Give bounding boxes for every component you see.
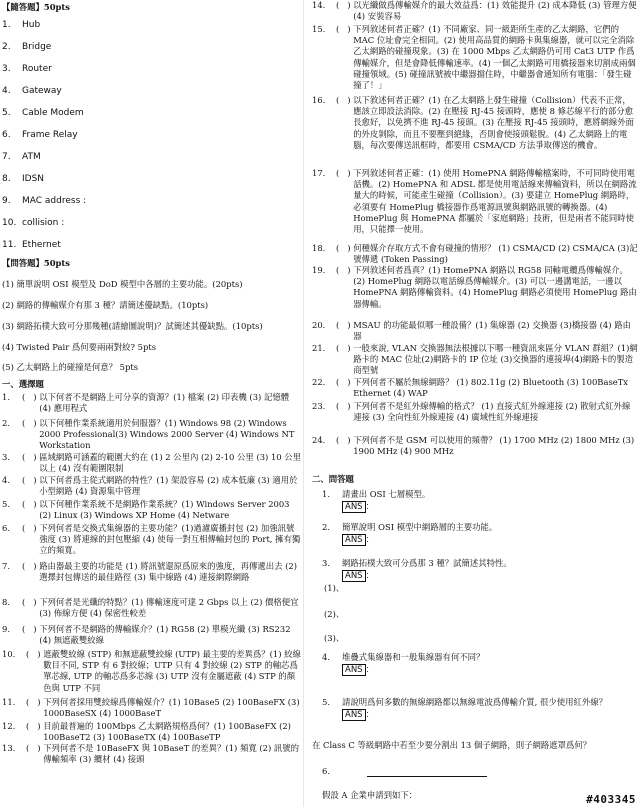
answer-blank[interactable]: ( )	[336, 95, 354, 105]
question-number: 24.	[312, 435, 326, 445]
term-item	[2, 196, 86, 207]
answer-blank[interactable]: ( )	[336, 243, 354, 253]
term-item	[2, 218, 64, 229]
answer-colon: ：	[365, 709, 374, 720]
open-question	[322, 522, 636, 546]
question-body	[342, 558, 636, 582]
term-number: 3.	[2, 64, 11, 74]
answer-blank[interactable]: ( )	[336, 0, 354, 10]
question-number: 8.	[2, 597, 10, 607]
term-item	[2, 108, 84, 119]
answer-blank[interactable]: ( )	[336, 343, 354, 353]
question-number: 9.	[2, 624, 10, 634]
question-number: 4.	[322, 652, 330, 662]
question-number: 1.	[2, 392, 10, 402]
term-item	[2, 42, 51, 53]
answer-blank[interactable]: ( )	[336, 168, 354, 178]
answer-blank[interactable]: ( )	[22, 452, 40, 462]
term-item	[2, 86, 62, 97]
mc-question	[312, 0, 638, 22]
answer-point: (2)、	[324, 609, 345, 619]
answer-point: (1)、	[324, 583, 345, 593]
term-item	[2, 64, 52, 75]
question-body	[342, 652, 636, 676]
question-text: 以下敘述何者正確？(1) 在乙太網路上發生碰撞（Collision）代表不正常，應該立即設法消除。(2) 在壓接 RJ-45 接頭時，應使 8 條芯線平行的部分愈長愈好，以免擠不進 RJ-45 接頭。(3) 在壓接 RJ-45 接頭時，應將網線外面的外皮剝除，而且不要壓到絕緣，否則會使接頭鬆脫。(4) 乙太網路上的電腦，每次要傳送訊框時，都要用 CSMA/CD 方法爭取傳送的機會。	[353, 95, 635, 150]
question-text: 目前最普遍的 100Mbps 乙太網路規格爲何？(1) 100BaseFX (2) 100BaseT2 (3) 100BaseTX (4) 100BaseTP	[43, 721, 291, 743]
q6-intro: 在 Class C 等級網路中若至少要分割出 13 個子網路，則子網路遮罩爲何？	[312, 740, 592, 750]
essay-question: (5) 乙太網路上的碰撞是何意？ 5pts	[2, 362, 139, 372]
question-text: 以下何者不是網路上可分享的資源？(1) 檔案 (2) 印表機 (3) 記憶體 (4) 應用程式	[39, 392, 290, 414]
question-number: 3.	[322, 558, 330, 568]
answer-blank[interactable]: ( )	[22, 597, 40, 607]
term-text: MAC address :	[22, 196, 87, 206]
mc-question	[2, 523, 302, 557]
answer-colon: ：	[365, 501, 374, 512]
question-number: 22.	[312, 377, 326, 387]
question-text: 下列敘述何者正確：(1) 使用 HomePNA 網路傳輸檔案時，不可同時使用電話機。(2) HomePNA 和 ADSL 都是使用電話線來傳輸資料，所以在網路流量大的時候，可能產生碰撞（Collision）。(3) 要建立 HomePlug 網路時，必須要有 HomePlug 橋接器作爲電源訊號與網路訊號的轉換器。(4) HomePlug 與 HomePNA 都屬於「家庭網路」技術，但是兩者不能同時使用，只能擇一使用。	[353, 168, 637, 235]
answer-colon: ：	[365, 664, 374, 675]
mc-question	[2, 624, 302, 646]
question-number: 7.	[2, 561, 10, 571]
mc-question	[312, 320, 638, 342]
question-text: 下列敘述何者爲真？(1) HomePNA 網路以 RG58 同軸電纜爲傳輸媒介。(2) HomePlug 網路以電話線爲傳輸媒介。(3) 可以一邊講電話，一邊以 HomePNA 網路傳輸資料。(4) HomePlug 網路必須使用 HomePlug 路由器傳輸。	[353, 265, 637, 309]
answer-blank[interactable]: ( )	[22, 418, 40, 428]
term-item	[2, 152, 41, 163]
mc-question	[312, 24, 638, 91]
term-item	[2, 20, 40, 31]
term-text: Ethernet	[22, 240, 61, 250]
mc-question	[312, 435, 638, 457]
answer-label: ANS	[342, 501, 366, 513]
question-text: 下列何者不是 GSM 可以使用的頻帶？ (1) 1700 MHz (2) 1800 MHz (3) 1900 MHz (4) 900 MHz	[353, 435, 635, 457]
question-text: 一般來說, VLAN 交換器無法根據以下哪一種資訊來區分 VLAN 群組？(1)網路卡的 MAC 位址(2)網路卡的 IP 位址 (3)交換器的連接埠(4)網路卡的製造商型號	[353, 343, 638, 376]
term-number: 4.	[2, 86, 11, 96]
term-item	[2, 130, 78, 141]
mc-question	[312, 95, 638, 151]
question-text: 以下何種作業系統適用於伺服器？(1) Windows 98 (2) Windows 2000 Professional(3) Windows 2000 Server (4) Windows NT Workstation	[39, 418, 295, 451]
essay-question: (1) 簡單說明 OSI 模型及 DoD 模型中各層的主要功能。(20pts)	[2, 279, 243, 289]
question-text: 下列敘述何者正確？(1) 不同廠家、同一級距所生產的乙太網路，它們的 MAC 位址會完全相同。(2) 使用高品質的網路卡與集線器，就可以完全消除乙太網路的碰撞現象。(3) 在 1000 Mbps 乙太網路仍可用 Cat3 UTP 作爲傳輸媒介，但是會降低傳輸速率。(4) 一個乙太網路可用橋接器來切割成兩個碰撞領域。(5) 碰撞訊號被中繼器擋住時，中繼器會通知所有電腦：「發生碰撞了！」	[353, 24, 636, 91]
answer-blank[interactable]: ( )	[22, 475, 40, 485]
last-line: 假設 A 企業申請到如下：	[322, 790, 418, 800]
question-number: 15.	[312, 24, 326, 34]
mc-question	[2, 597, 302, 619]
document-id-stamp: #403345	[586, 792, 636, 806]
essay-question: (4) Twisted Pair 爲何要兩兩對絞? 5pts	[2, 342, 157, 352]
term-text: Gateway	[22, 86, 62, 96]
term-number: 9.	[2, 196, 11, 206]
mc-question	[312, 168, 638, 235]
term-number: 10.	[2, 218, 17, 228]
question-number: 21.	[312, 343, 326, 353]
answer-label: ANS	[342, 664, 366, 676]
mc-question	[312, 265, 638, 310]
term-text: Frame Relay	[22, 130, 78, 140]
question-number: 18.	[312, 243, 326, 253]
question-text: 網路拓樸大致可分爲那 3 種？試簡述其特性。	[342, 558, 512, 568]
question-text: 下列何者是交換式集線器的主要功能？(1)過濾廣播封包 (2) 加強訊號強度 (3) 將連線的封包壓縮 (4) 使每一對互相傳輸封包的 Port, 擁有獨立的頻寬。	[39, 523, 301, 556]
answer-blank[interactable]: ( )	[336, 320, 354, 330]
mc-question	[312, 401, 638, 423]
question-text: 路由器最主要的功能是 (1) 將訊號還原爲原來的強度，再傳遞出去 (2) 選擇封包傳送的最佳路徑 (3) 集中線路 (4) 連接網際網路	[39, 561, 298, 583]
right-column	[312, 0, 638, 807]
section-b-title: 【問答題】50pts	[2, 258, 70, 268]
essay-question: (2) 網路的傳輸媒介有那 3 種？請簡述優缺點。(10pts)	[2, 300, 209, 310]
question-text: MSAU 的功能最似哪一種設備？(1) 集線器 (2) 交換器 (3)橋接器 (4) 路由器	[353, 320, 631, 342]
mc-question	[2, 697, 302, 719]
question-body	[342, 522, 636, 546]
answer-label: ANS	[342, 534, 366, 546]
mc-question	[2, 649, 302, 694]
question-number: 2.	[2, 418, 10, 428]
answer-blank[interactable]: ( )	[336, 265, 354, 275]
answer-label: ANS	[342, 570, 366, 582]
question-text: 下列何者不是網路的傳輸媒介？(1) RG58 (2) 單模光纖 (3) RS232 (4) 無遮蔽雙絞線	[39, 624, 291, 646]
answer-blank[interactable]: ( )	[22, 561, 40, 571]
question-number: 11.	[2, 697, 16, 707]
question-text: 遮蔽雙絞線 (STP) 和無遮蔽雙絞線 (UTP) 最主要的差異爲？(1) 絞線數目不同, STP 有 6 對絞線；UTP 只有 4 對絞線 (2) STP 的軸芯爲單芯線, UTP 的軸芯爲多芯線 (3) UTP 沒有金屬遮蔽 (4) STP 的顏色與 UTP 不同	[43, 649, 301, 693]
answer-blank[interactable]: ( )	[336, 377, 354, 387]
question-text: 下列何者採用雙絞線爲傳輸媒介？(1) 10Base5 (2) 100BaseFX (3) 1000BaseSX (4) 1000BaseT	[43, 697, 300, 719]
answer-label: ANS	[342, 709, 366, 721]
q6-number: 6.	[322, 766, 330, 776]
question-text: 請說明爲何多數的無線網路都以無線電波爲傳輸介質, 很少使用紅外線？	[342, 697, 607, 707]
question-text: 下列何者不屬於無線網路？ (1) 802.11g (2) Bluetooth (3) 100BaseTx Ethernet (4) WAP	[353, 377, 629, 399]
question-number: 19.	[312, 265, 326, 275]
term-number: 6.	[2, 130, 11, 140]
term-text: Router	[22, 64, 52, 74]
answer-blank[interactable]: ( )	[336, 24, 354, 34]
q6-line	[322, 766, 487, 777]
question-number: 6.	[2, 523, 10, 533]
open-question	[322, 489, 636, 513]
mc-question	[312, 343, 638, 377]
section-d-title: 二、問答題	[312, 474, 354, 484]
question-number: 17.	[312, 168, 326, 178]
answer-blank[interactable]: ( )	[22, 499, 40, 509]
question-text: 以下何種作業系統不是網路作業系統？(1) Windows Server 2003 (2) Linux (3) Windows XP Home (4) Netware	[39, 499, 290, 521]
question-text: 下列何者是光纖的特點？(1) 傳輸速度可達 2 Gbps 以上 (2) 價格便宜 (3) 佈線方便 (4) 保密性較差	[39, 597, 299, 619]
section-c-title: 一、選擇題	[2, 379, 44, 389]
q6-answer-blank[interactable]	[367, 767, 487, 777]
term-number: 2.	[2, 42, 11, 52]
question-text: 請畫出 OSI 七層模型。	[342, 489, 431, 499]
mc-question	[2, 743, 302, 765]
section-a-title: 【隨答題】50pts	[2, 2, 70, 12]
left-column	[2, 0, 304, 807]
question-text: 下列何者不是 10BaseFX 與 10BaseT 的差異？(1) 頻寬 (2) 訊號的傳輸頻率 (3) 纜材 (4) 接頭	[43, 743, 300, 765]
term-number: 11.	[2, 240, 17, 250]
answer-blank[interactable]: ( )	[22, 523, 40, 533]
mc-question	[2, 499, 302, 521]
question-number: 23.	[312, 401, 326, 411]
answer-blank[interactable]: ( )	[336, 401, 354, 411]
term-text: ATM	[22, 152, 41, 162]
question-number: 20.	[312, 320, 326, 330]
term-item	[2, 240, 61, 251]
term-text: Bridge	[22, 42, 52, 52]
question-text: 以下何者爲主從式網路的特性？(1) 架設容易 (2) 成本低廉 (3) 適用於小型網路 (4) 資源集中管理	[39, 475, 298, 497]
term-text: Hub	[22, 20, 41, 30]
answer-blank[interactable]: ( )	[26, 721, 44, 731]
term-item	[2, 174, 44, 185]
essay-question: (3) 網路拓樸大致可分那幾種(請繪圖說明)？試簡述其優缺點。(10pts)	[2, 321, 263, 331]
question-text: 堆疊式集線器和一般集線器有何不同？	[342, 652, 485, 662]
question-number: 2.	[322, 522, 330, 532]
question-body	[342, 489, 636, 513]
mc-question	[2, 475, 302, 497]
mc-question	[2, 452, 302, 474]
term-text: IDSN	[22, 174, 45, 184]
question-text: 下列何者不是紅外線傳輸的格式？ (1) 直接式紅外線連接 (2) 散射式紅外線連接 (3) 全向性紅外線連接 (4) 廣域性紅外線連接	[353, 401, 631, 423]
question-number: 13.	[2, 743, 16, 753]
answer-blank[interactable]: ( )	[22, 392, 40, 402]
question-number: 3.	[2, 452, 10, 462]
question-text: 何種媒介存取方式不會有碰撞的情形？ (1) CSMA/CD (2) CSMA/CA (3)記號傳遞 (Token Passing)	[353, 243, 638, 265]
question-number: 5.	[2, 499, 10, 509]
open-question	[322, 558, 636, 582]
open-question	[322, 697, 636, 721]
term-number: 5.	[2, 108, 11, 118]
term-number: 7.	[2, 152, 11, 162]
question-number: 1.	[322, 489, 330, 499]
answer-blank[interactable]: ( )	[26, 697, 44, 707]
question-number: 16.	[312, 95, 326, 105]
answer-point: (3)、	[324, 633, 345, 643]
question-body	[342, 697, 636, 721]
term-text: collision :	[22, 218, 65, 228]
mc-question	[2, 561, 302, 583]
question-text: 區域網路可涵蓋的範圍大約在 (1) 2 公里內 (2) 2-10 公里 (3) 10 公里以上 (4) 沒有範圍限制	[39, 452, 302, 474]
question-number: 14.	[312, 0, 326, 10]
mc-question	[2, 392, 302, 414]
term-number: 8.	[2, 174, 11, 184]
answer-blank[interactable]: ( )	[26, 649, 44, 659]
mc-question	[2, 418, 302, 452]
answer-blank[interactable]: ( )	[26, 743, 44, 753]
answer-blank[interactable]: ( )	[22, 624, 40, 634]
question-number: 10.	[2, 649, 16, 659]
mc-question	[312, 243, 638, 265]
question-number: 5.	[322, 697, 330, 707]
question-text: 以光纖做爲傳輸媒介的最大效益爲：(1) 效能提升 (2) 成本降低 (3) 管理方便 (4) 安裝容易	[353, 0, 637, 22]
answer-colon: ：	[365, 570, 374, 581]
answer-blank[interactable]: ( )	[336, 435, 354, 445]
term-text: Cable Modem	[22, 108, 84, 118]
question-text: 簡單說明 OSI 模型中網路層的主要功能。	[342, 522, 498, 532]
question-number: 4.	[2, 475, 10, 485]
answer-colon: ：	[365, 534, 374, 545]
mc-question	[2, 721, 302, 743]
mc-question	[312, 377, 638, 399]
question-number: 12.	[2, 721, 16, 731]
term-number: 1.	[2, 20, 11, 30]
open-question	[322, 652, 636, 676]
